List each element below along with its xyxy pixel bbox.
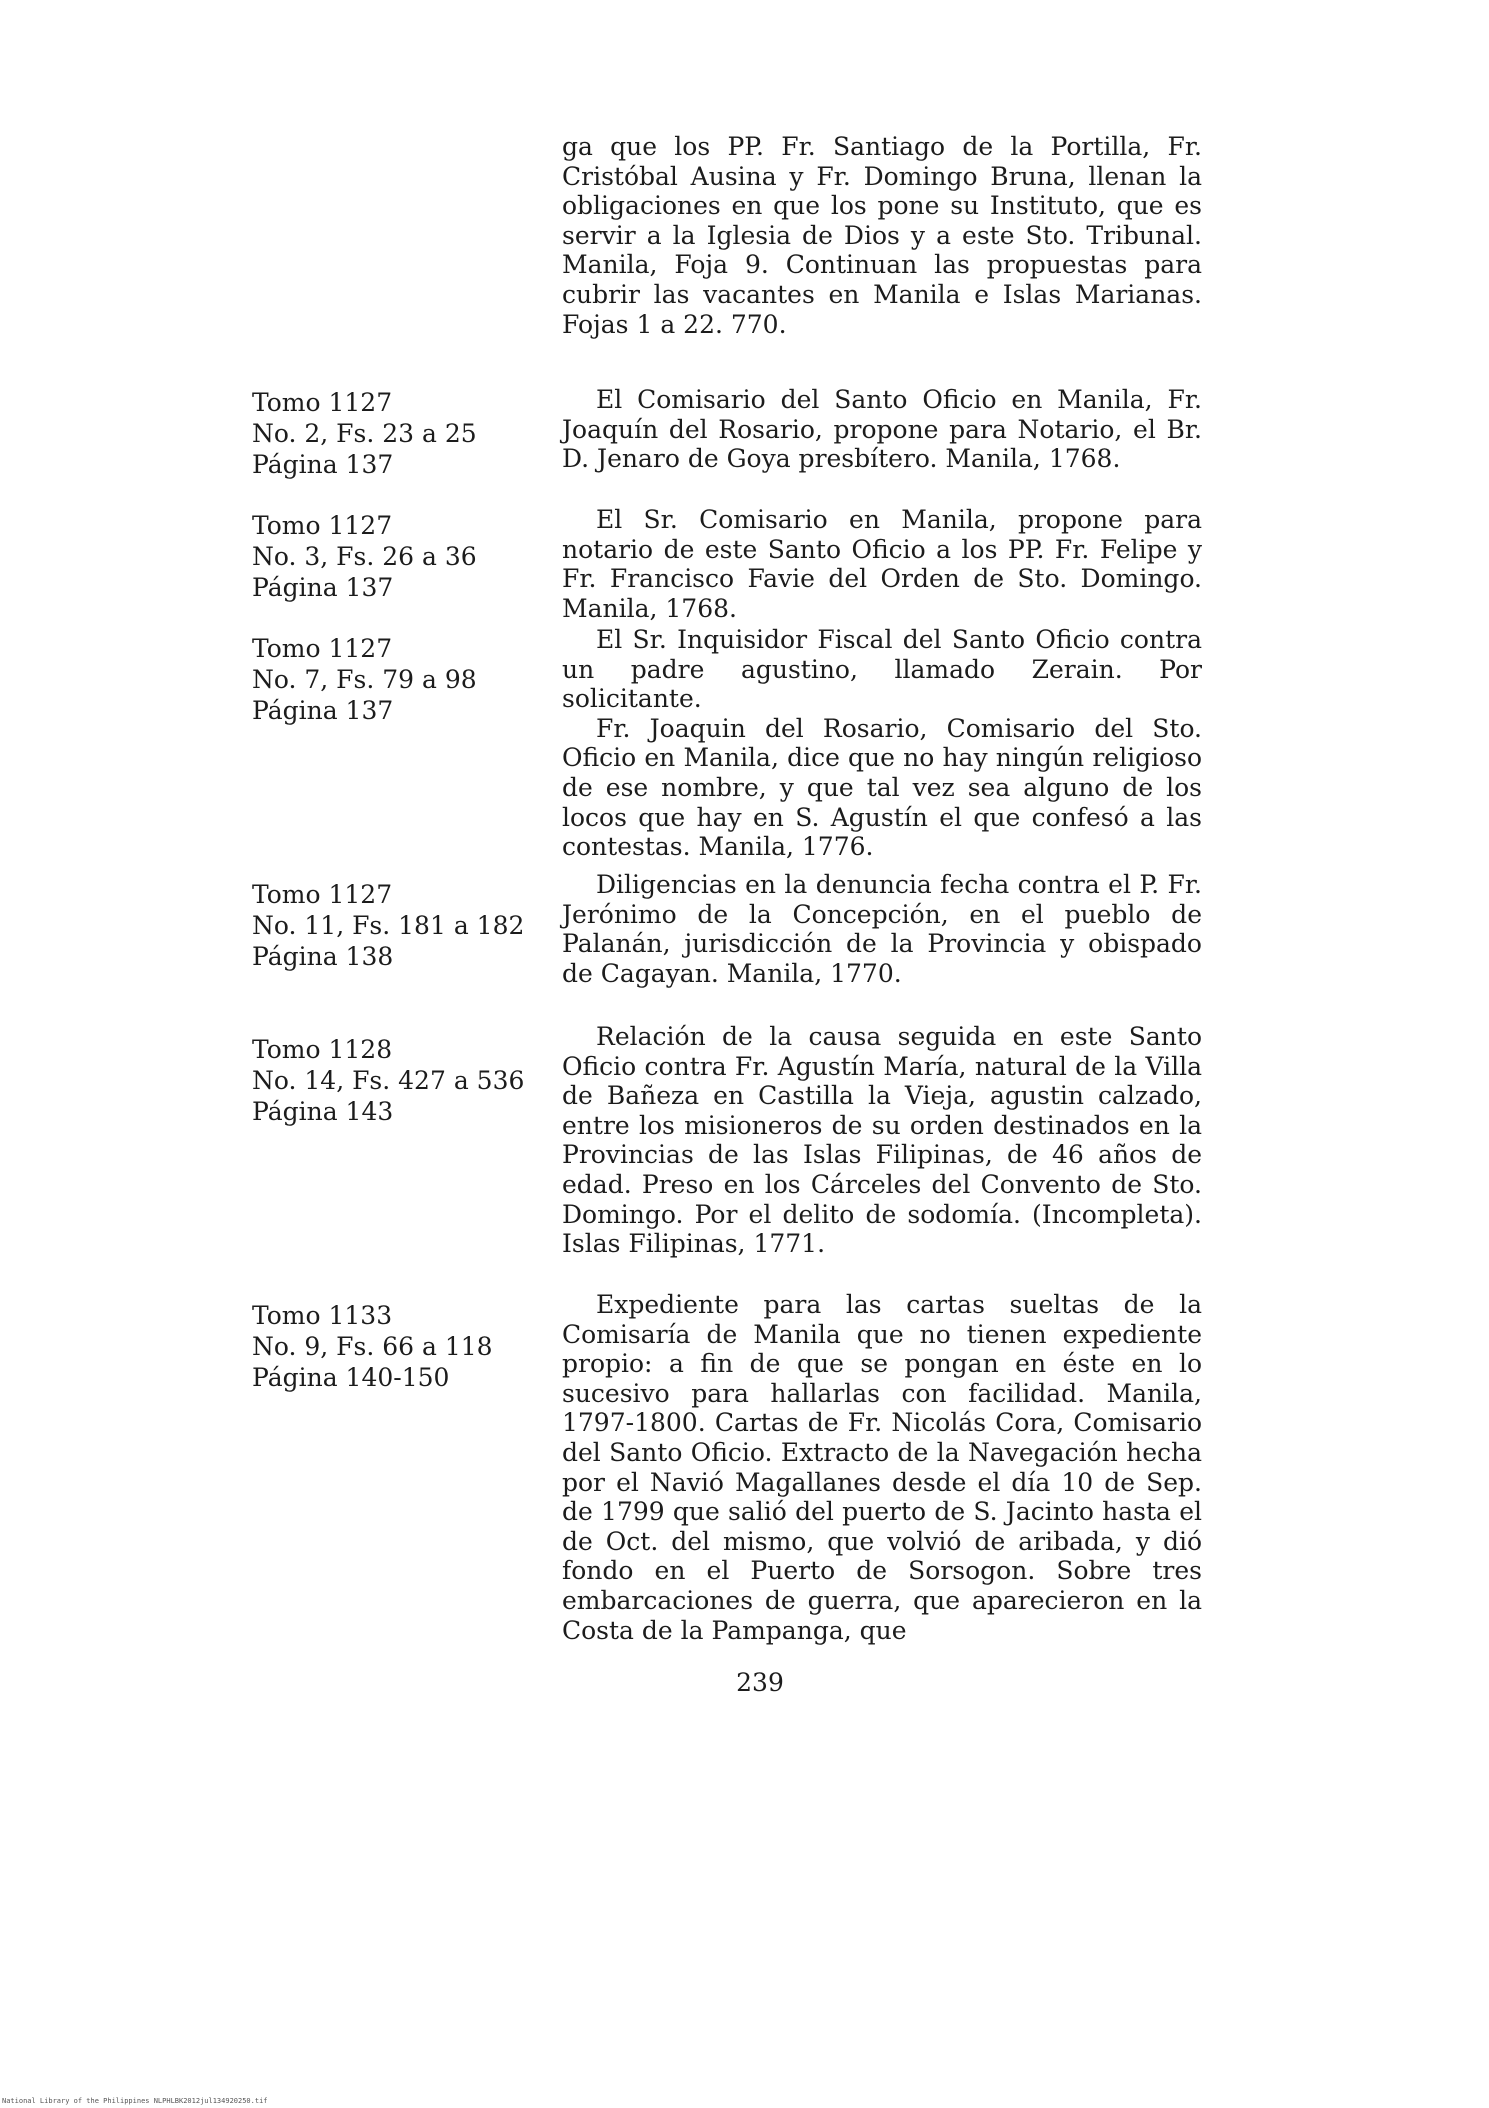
entry-2-text: [562, 505, 1202, 623]
numero-label: No. 9, Fs. 66 a 118: [252, 1332, 493, 1361]
entry-1-text: [562, 385, 1202, 474]
scan-footer: National Library of the Philippines NLPHLBK2012jul134920250.tif: [2, 2097, 268, 2105]
entry-1-reference: [252, 387, 552, 480]
entry-4-text: [562, 870, 1202, 988]
entry-5-reference: [252, 1034, 552, 1127]
entry-paragraph: Relación de la causa seguida en este Santo Oficio contra Fr. Agustín María, natural de la Villa de Bañeza en Castilla la Vieja, agustin calzado, entre los misioneros de su orden destinados en la Provincias de las Islas Filipinas, de 46 años de edad. Preso en los Cárceles del Convento de Sto. Domingo. Por el delito de sodomía. (Incompleta). Islas Filipinas, 1771.: [562, 1022, 1202, 1259]
tomo-label: Tomo 1127: [252, 388, 393, 417]
numero-label: No. 2, Fs. 23 a 25: [252, 419, 477, 448]
numero-label: No. 3, Fs. 26 a 36: [252, 542, 477, 571]
pagina-label: Página 137: [252, 450, 394, 479]
entry-5-text: [562, 1022, 1202, 1259]
numero-label: No. 14, Fs. 427 a 536: [252, 1066, 525, 1095]
entry-3-text: [562, 625, 1202, 862]
pagina-label: Página 138: [252, 942, 394, 971]
tomo-label: Tomo 1127: [252, 511, 393, 540]
tomo-label: Tomo 1127: [252, 880, 393, 909]
pagina-label: Página 137: [252, 696, 394, 725]
entry-paragraph: Diligencias en la denuncia fecha contra el P. Fr. Jerónimo de la Concepción, en el pueblo de Palanán, jurisdicción de la Provincia y obispado de Cagayan. Manila, 1770.: [562, 870, 1202, 988]
numero-label: No. 7, Fs. 79 a 98: [252, 665, 477, 694]
entry-6-reference: [252, 1300, 552, 1393]
entry-6-text: [562, 1290, 1202, 1645]
pagina-label: Página 140-150: [252, 1363, 450, 1392]
entry-2-reference: [252, 510, 552, 603]
entry-4-reference: [252, 879, 552, 972]
pagina-label: Página 137: [252, 573, 394, 602]
tomo-label: Tomo 1127: [252, 634, 393, 663]
page-number: 239: [736, 1668, 784, 1697]
entry-paragraph: El Comisario del Santo Oficio en Manila, Fr. Joaquín del Rosario, propone para Notario, el Br. D. Jenaro de Goya presbítero. Manila, 1768.: [562, 385, 1202, 474]
entry-0-text: [562, 132, 1202, 339]
numero-label: No. 11, Fs. 181 a 182: [252, 911, 525, 940]
tomo-label: Tomo 1133: [252, 1301, 393, 1330]
entry-3-reference: [252, 633, 552, 726]
tomo-label: Tomo 1128: [252, 1035, 393, 1064]
pagina-label: Página 143: [252, 1097, 394, 1126]
entry-paragraph: Fr. Joaquin del Rosario, Comisario del Sto. Oficio en Manila, dice que no hay ningún religioso de ese nombre, y que tal vez sea alguno de los locos que hay en S. Agustín el que confesó a las contestas. Manila, 1776.: [562, 713, 1202, 862]
entry-paragraph: El Sr. Comisario en Manila, propone para notario de este Santo Oficio a los PP. Fr. Felipe y Fr. Francisco Favie del Orden de Sto. Domingo. Manila, 1768.: [562, 505, 1202, 623]
entry-paragraph: Expediente para las cartas sueltas de la Comisaría de Manila que no tienen expediente propio: a fin de que se pongan en éste en lo sucesivo para hallarlas con facilidad. Manila, 1797-1800. Cartas de Fr. Nicolás Cora, Comisario del Santo Oficio. Extracto de la Navegación hecha por el Navió Magallanes desde el día 10 de Sep. de 1799 que salió del puerto de S. Jacinto hasta el de Oct. del mismo, que volvió de aribada, y dió fondo en el Puerto de Sorsogon. Sobre tres embarcaciones de guerra, que aparecieron en la Costa de la Pampanga, que: [562, 1290, 1202, 1645]
entry-paragraph: El Sr. Inquisidor Fiscal del Santo Oficio contra un padre agustino, llamado Zerain. Por solicitante.: [562, 625, 1202, 714]
entry-paragraph: ga que los PP. Fr. Santiago de la Portilla, Fr. Cristóbal Ausina y Fr. Domingo Bruna, llenan la obligaciones en que los pone su Instituto, que es servir a la Iglesia de Dios y a este Sto. Tribunal. Manila, Foja 9. Continuan las propuestas para cubrir las vacantes en Manila e Islas Marianas. Fojas 1 a 22. 770.: [562, 132, 1202, 339]
